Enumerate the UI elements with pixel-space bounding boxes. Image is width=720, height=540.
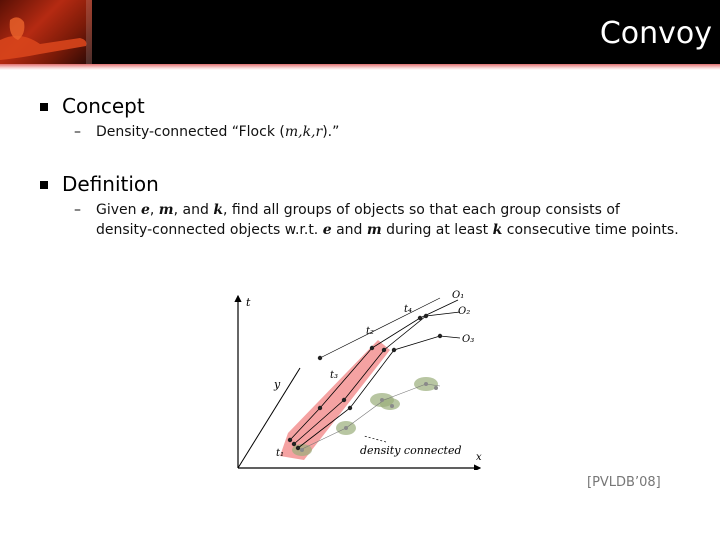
trajectory-point: [296, 446, 300, 450]
var-k: k: [213, 202, 224, 218]
time-label: t₄: [404, 304, 413, 315]
trajectory-point: [342, 398, 346, 402]
definition-text: during at least: [381, 222, 493, 238]
trajectory-point: [418, 316, 422, 320]
trajectory-point: [438, 334, 442, 338]
time-label: t₃: [330, 370, 339, 381]
var-e: e: [322, 222, 332, 238]
header-divider: [0, 64, 720, 70]
bullet-definition: [40, 172, 159, 196]
concept-text-pre: Density-connected “Flock (: [96, 124, 285, 140]
header-photo: [0, 0, 92, 64]
definition-text: Given: [96, 202, 141, 218]
trajectory-point: [370, 346, 374, 350]
definition-text: , and: [173, 202, 214, 218]
axis-x-label: x: [476, 452, 482, 463]
var-m: m: [366, 222, 382, 238]
var-k: k: [492, 222, 503, 238]
annotation-label: density connected: [360, 444, 462, 457]
concept-vars: m,k,r: [284, 124, 323, 140]
trajectory-point: [288, 438, 292, 442]
var-m: m: [158, 202, 174, 218]
axis-y-label: y: [274, 378, 281, 391]
concept-text-post: ).”: [322, 124, 340, 140]
definition-line-1: – Given e, m, and k, find all groups of objects so that each group consists of: [74, 202, 620, 218]
trajectory-point: [318, 356, 322, 360]
page-title: Convoy: [599, 16, 712, 51]
axis-t-label: t: [246, 296, 251, 309]
definition-detail: [74, 200, 714, 240]
trajectory-point: [318, 406, 322, 410]
definition-text: density-connected objects w.r.t.: [96, 222, 323, 238]
definition-text: and: [331, 222, 367, 238]
bullet-square-icon: [40, 103, 48, 111]
bullet-label: Concept: [62, 94, 145, 118]
bullet-square-icon: [40, 181, 48, 189]
object-label: O₂: [458, 306, 471, 317]
definition-text: , find all groups of objects so that each group consists of: [223, 202, 620, 218]
bullet-label: Definition: [62, 172, 159, 196]
citation: [PVLDB’08]: [587, 475, 661, 490]
object-label: O₁: [452, 290, 465, 301]
definition-text: consecutive time points.: [502, 222, 679, 238]
time-label: t₂: [366, 326, 375, 337]
trajectory-point: [424, 314, 428, 318]
object-label: O₃: [462, 334, 475, 345]
var-e: e: [140, 202, 150, 218]
definition-line-2: [74, 220, 714, 240]
trajectory-point: [392, 348, 396, 352]
concept-detail: – Density-connected “Flock (m,k,r).”: [74, 124, 340, 140]
time-label: t₁: [276, 448, 285, 459]
trajectory-point: [382, 348, 386, 352]
header-bar: [0, 0, 720, 64]
bullet-concept: [40, 94, 145, 118]
trajectory-point: [348, 406, 352, 410]
trajectory-point: [292, 442, 296, 446]
definition-text: ,: [149, 202, 159, 218]
convoy-figure: [230, 288, 490, 470]
